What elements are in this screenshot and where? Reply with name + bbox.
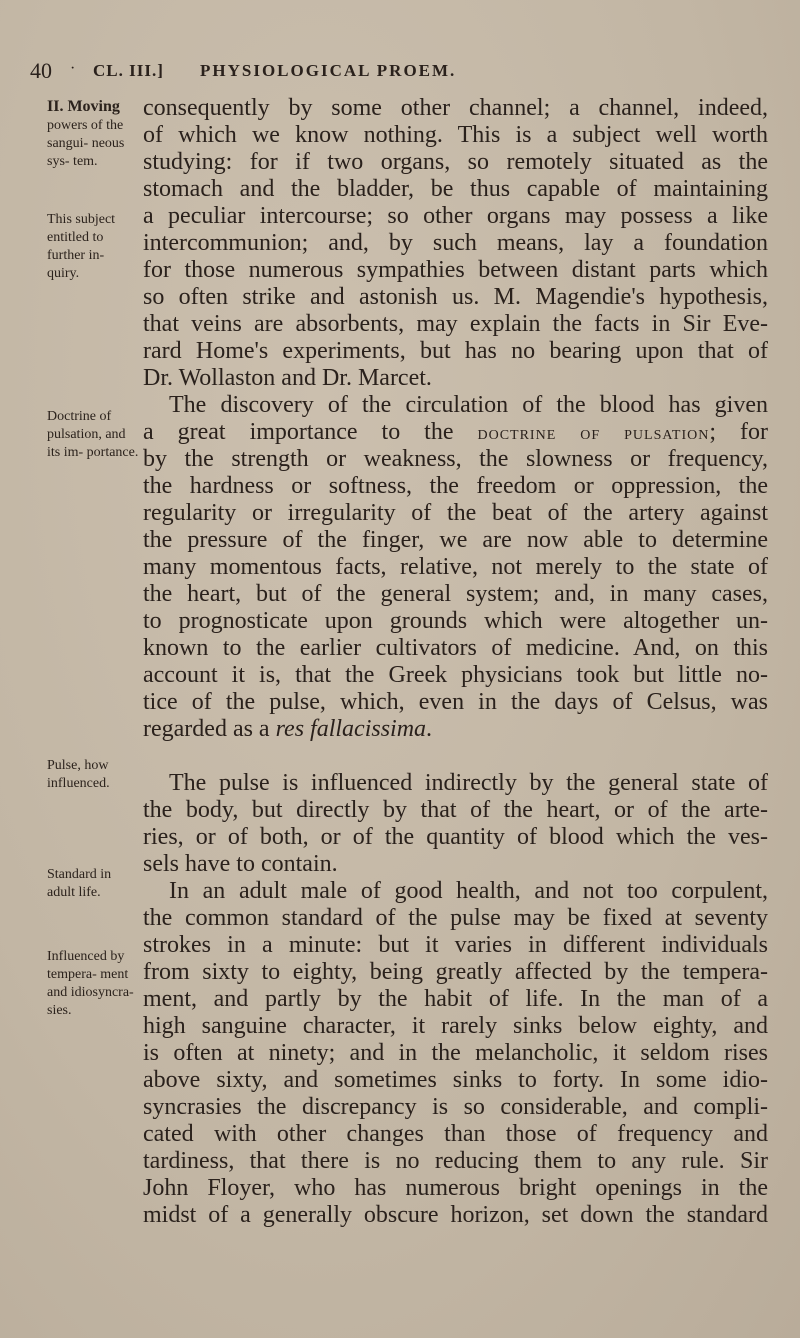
- text-line: studying: for if two organs, so remotely situated as the: [143, 149, 768, 175]
- text-run: ; for: [709, 419, 768, 445]
- text-line: the common standard of the pulse may be fixed at seventy: [143, 905, 768, 931]
- text-line: regularity or irregularity of the beat of the artery against: [143, 500, 768, 526]
- text-line: high sanguine character, it rarely sinks below eighty, and: [143, 1013, 768, 1039]
- text-line: so often strike and astonish us. M. Magendie's hypothesis,: [143, 284, 768, 310]
- text-line: intercommunion; and, by such means, lay a foundation: [143, 230, 768, 256]
- text-line: above sixty, and sometimes sinks to forty. In some idio-: [143, 1067, 768, 1093]
- paragraph-standard-adult: [143, 878, 768, 1229]
- text-line: from sixty to eighty, being greatly affected by the tempera-: [143, 959, 768, 985]
- text-line: ries, or of both, or of the quantity of blood which the ves-: [143, 824, 768, 850]
- text-line: of which we know nothing. This is a subject well worth: [143, 122, 768, 148]
- header-dot: ·: [70, 60, 76, 77]
- paragraph-pulse-influenced: [143, 770, 768, 878]
- text-line: the hardness or softness, the freedom or oppression, the: [143, 473, 768, 499]
- text-line: In an adult male of good health, and not too corpulent,: [169, 878, 768, 904]
- text-line: cated with other changes than those of frequency and: [143, 1121, 768, 1147]
- text-line: by the strength or weakness, the slowness or frequency,: [143, 446, 768, 472]
- margin-note-lead: II. Moving: [47, 98, 120, 115]
- margin-note-standard-adult: [47, 866, 139, 902]
- margin-note-text: powers of the sangui- neous sys- tem.: [47, 118, 125, 169]
- text-line: syncrasies the discrepancy is so considerable, and compli-: [143, 1094, 768, 1120]
- text-run: .: [426, 716, 433, 742]
- text-line: ment, and partly by the habit of life. In the man of a: [143, 986, 768, 1012]
- margin-note-text: Pulse, how influenced.: [47, 758, 110, 791]
- text-line: [143, 419, 768, 446]
- margin-note-doctrine-of-pulsation: [47, 408, 139, 462]
- text-run: regarded as a: [143, 716, 276, 742]
- text-line: tice of the pulse, which, even in the days of Celsus, was: [143, 689, 768, 715]
- text-line: consequently by some other channel; a channel, indeed,: [143, 95, 768, 121]
- margin-note-temperament: [47, 948, 139, 1020]
- text-line: is often at ninety; and in the melancholic, it seldom rises: [143, 1040, 768, 1066]
- margin-note-text: Influenced by tempera- ment and idiosyncra- sies.: [47, 949, 134, 1018]
- margin-note-text: Standard in adult life.: [47, 867, 112, 900]
- text-line: the body, but directly by that of the heart, or of the arte-: [143, 797, 768, 823]
- page-number: 40: [30, 58, 52, 83]
- margin-note-further-inquiry: [47, 211, 139, 283]
- text-line: the pressure of the finger, we are now able to determine: [143, 527, 768, 553]
- margin-note-pulse-influenced: [47, 757, 139, 793]
- text-line: known to the earlier cultivators of medicine. And, on this: [143, 635, 768, 661]
- running-head: [30, 58, 770, 86]
- text-line: rard Home's experiments, but has no bearing upon that of: [143, 338, 768, 364]
- latin-phrase: res fallacissima: [275, 716, 427, 742]
- text-line: Dr. Wollaston and Dr. Marcet.: [143, 365, 432, 391]
- text-line: John Floyer, who has numerous bright openings in the: [143, 1175, 768, 1201]
- text-line: The discovery of the circulation of the blood has given: [169, 392, 768, 418]
- text-line: [143, 716, 768, 743]
- text-line: stomach and the bladder, be thus capable of maintaining: [143, 176, 768, 202]
- paragraph-doctrine-of-pulsation: [143, 392, 768, 743]
- text-line: for those numerous sympathies between distant parts which: [143, 257, 768, 283]
- text-line: tardiness, that there is no reducing them to any rule. Sir: [143, 1148, 768, 1174]
- text-line: The pulse is influenced indirectly by the general state of: [169, 770, 768, 796]
- text-run: a great importance to the: [143, 419, 478, 445]
- running-title: PHYSIOLOGICAL PROEM.: [200, 61, 457, 80]
- text-line: midst of a generally obscure horizon, set down the standard: [143, 1202, 768, 1228]
- text-line: account it is, that the Greek physicians took but little no-: [143, 662, 768, 688]
- margin-note-text: Doctrine of pulsation, and its im- portance.: [47, 409, 139, 460]
- text-line: that veins are absorbents, may explain the facts in Sir Eve-: [143, 311, 768, 337]
- text-line: to prognosticate upon grounds which were altogether un-: [143, 608, 768, 634]
- paragraph-moving-powers: [143, 95, 768, 392]
- text-line: strokes in a minute: but it varies in different individuals: [143, 932, 768, 958]
- text-line: sels have to contain.: [143, 851, 338, 877]
- text-line: the heart, but of the general system; and, in many cases,: [143, 581, 768, 607]
- margin-note-text: This subject entitled to further in- quiry.: [47, 212, 116, 281]
- text-line: a peculiar intercourse; so other organs may possess a like: [143, 203, 768, 229]
- doctrine-of-pulsation-term: doctrine of pulsation: [477, 422, 710, 444]
- margin-note-moving-powers: [47, 98, 139, 171]
- chapter-reference: CL. III.]: [93, 61, 164, 80]
- text-line: many momentous facts, relative, not merely to the state of: [143, 554, 768, 580]
